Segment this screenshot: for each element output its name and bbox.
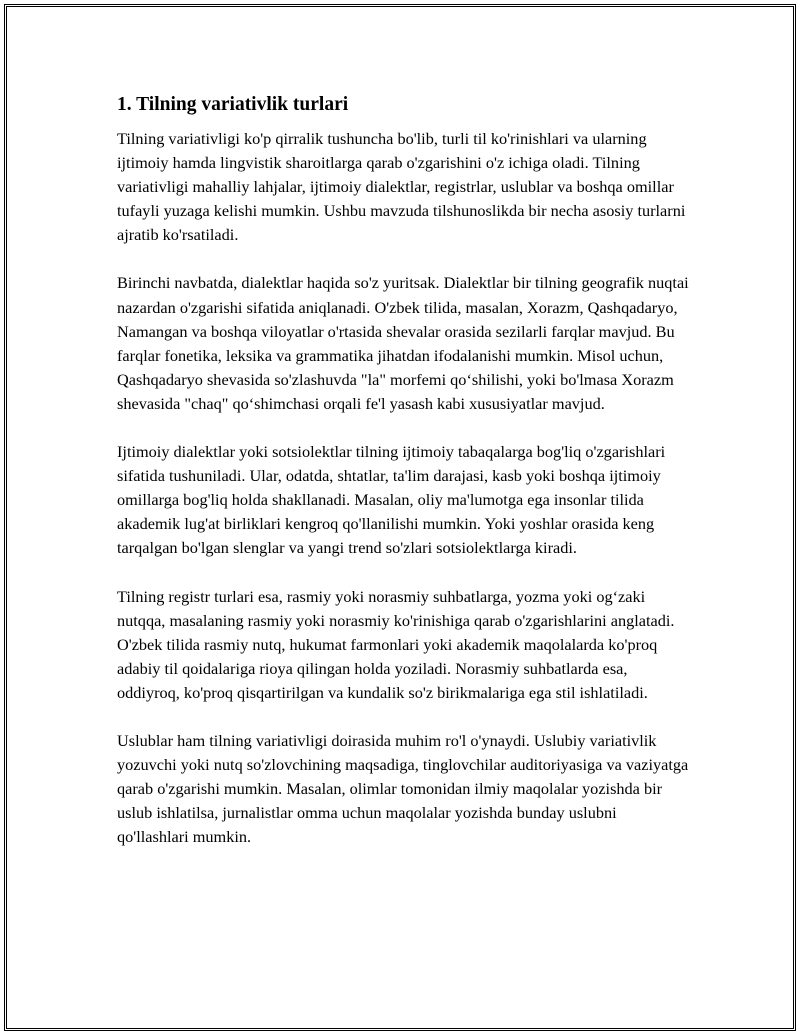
paragraph-dialects: Birinchi navbatda, dialektlar haqida so'z yuritsak. Dialektlar bir tilning geografik nuqtai nazardan o'zgarishi sifatida aniqlanadi. O'zbek tilida, masalan, Xorazm, Qashqadaryo, Namangan va boshqa viloyatlar o'rtasida shevalar orasida sezilarli farqlar mavjud. Bu farqlar fonetika, leksika va grammatika jihatdan ifodalanishi mumkin. Misol uchun, Qashqadaryo shevasida so'zlashuvda "la" morfemi qo‘shilishi, yoki bo'lmasa Xorazm shevasida "chaq" qo‘shimchasi orqali fe'l yasash kabi xususiyatlar mavjud. — [117, 273, 689, 413]
paragraph-styles: Uslublar ham tilning variativligi doirasida muhim ro'l o'ynaydi. Uslubiy variativlik yozuvchi yoki nutq so'zlovchining maqsadiga, tinglovchilar auditoriyasiga va vaziyatga qarab o'zgarishi mumkin. Masalan, olimlar tomonidan ilmiy maqolalar yozishda bir uslub ishlatilsa, jurnalistlar omma uchun maqolalar yozishda bunday uslubni qo'llashlari mumkin. — [117, 730, 689, 847]
section-heading: 1. Tilning variativlik turlari — [117, 94, 349, 115]
document-body — [117, 92, 692, 873]
paragraph-registers: Tilning registr turlari esa, rasmiy yoki norasmiy suhbatlarga, yozma yoki og‘zaki nutqqa, masalaning rasmiy yoki norasmiy ko'rinishiga qarab o'zgarishlarini anglatadi. O'zbek tilida rasmiy nutq, hukumat farmonlari yoki akademik maqolalarda ko'proq adabiy til qoidalariga rioya qilingan holda yoziladi. Norasmiy suhbatlarda esa, oddiyroq, ko'proq qisqartirilgan va kundalik so'z birikmalariga ega stil ishlatiladi. — [117, 586, 675, 702]
paragraph-sociolects: Ijtimoiy dialektlar yoki sotsiolektlar tilning ijtimoiy tabaqalarga bog'liq o'zgarishlari sifatida tushuniladi. Ular, odatda, shtatlar, ta'lim darajasi, kasb yoki boshqa ijtimoiy omillarga bog'liq holda shakllanadi. Masalan, oliy ma'lumotga ega insonlar tilida akademik lug'at birliklari kengroq qo'llanilishi mumkin. Yoki yoshlar orasida keng tarqalgan bo'lgan slenglar va yangi trend so'zlari sotsiolektlarga kiradi. — [117, 442, 666, 558]
paragraph-intro: Tilning variativligi ko'p qirralik tushuncha bo'lib, turli til ko'rinishlari va ularning ijtimoiy hamda lingvistik sharoitlarga qarab o'zgarishini o'z ichiga oladi. Tilning variativligi mahalliy lahjalar, ijtimoiy dialektlar, registrlar, uslublar va boshqa omillar tufayli yuzaga kelishi mumkin. Ushbu mavzuda tilshunoslikda bir necha asosiy turlarni ajratib ko'rsatiladi. — [117, 129, 686, 245]
